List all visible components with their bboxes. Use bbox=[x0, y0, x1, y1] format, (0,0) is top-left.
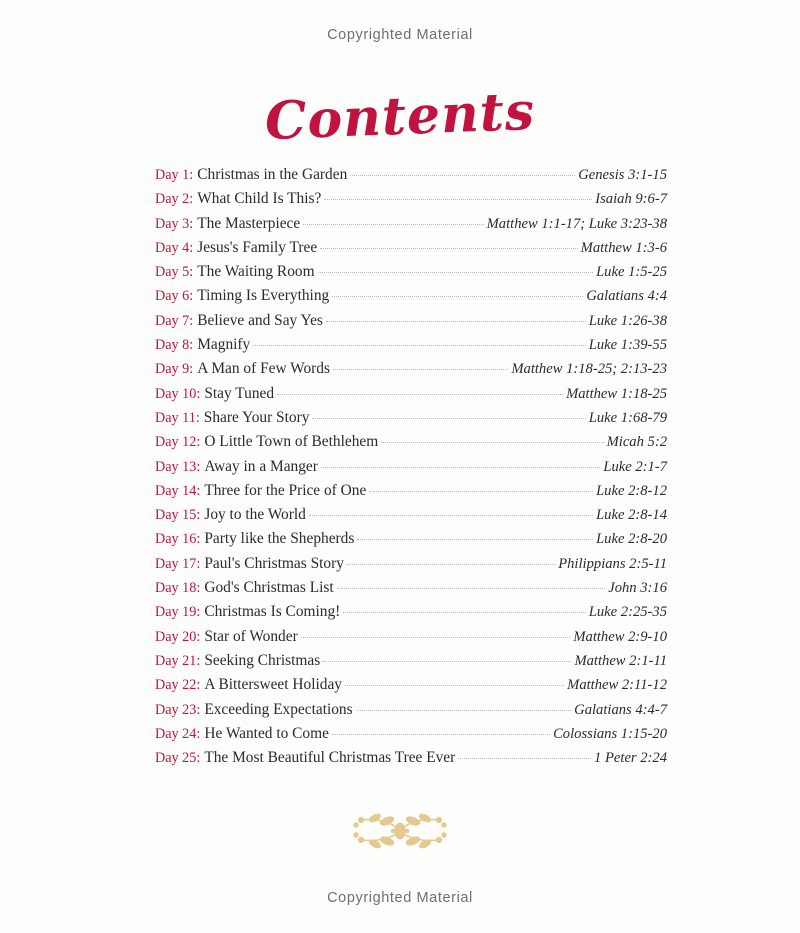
toc-entry-day: Day 11: bbox=[155, 409, 200, 426]
toc-entry-title: Three for the Price of One bbox=[204, 481, 367, 499]
toc-entry-title: Share Your Story bbox=[203, 408, 310, 426]
toc-entry-day: Day 18: bbox=[155, 580, 201, 597]
toc-entry-title: Joy to the World bbox=[204, 506, 306, 524]
toc-entry[interactable] bbox=[155, 652, 667, 676]
toc-entry-day: Day 3: bbox=[155, 215, 194, 232]
toc-entry-day: Day 10: bbox=[155, 385, 201, 402]
toc-entry-title: What Child Is This? bbox=[197, 190, 322, 208]
toc-entry[interactable] bbox=[155, 409, 667, 433]
toc-entry-day: Day 6: bbox=[155, 288, 194, 305]
toc-entry-day: Day 25: bbox=[155, 750, 201, 767]
toc-entry[interactable] bbox=[155, 215, 667, 239]
toc-entry-day: Day 13: bbox=[155, 458, 201, 475]
toc-entry-title: A Man of Few Words bbox=[197, 360, 330, 378]
toc-entry-reference: Genesis 3:1-15 bbox=[578, 167, 667, 183]
toc-leader-dots bbox=[357, 539, 593, 540]
toc-entry-day: Day 20: bbox=[155, 628, 201, 645]
toc-leader-dots bbox=[301, 637, 571, 638]
toc-entry-day: Day 9: bbox=[155, 361, 194, 378]
toc-entry-reference: Luke 1:39-55 bbox=[588, 337, 667, 354]
toc-leader-dots bbox=[332, 734, 550, 735]
toc-entry-reference: Luke 1:26-38 bbox=[588, 312, 667, 329]
toc-entry-reference: Matthew 2:9-10 bbox=[573, 628, 667, 645]
toc-entry-day: Day 5: bbox=[155, 264, 194, 281]
toc-entry-day: Day 7: bbox=[155, 312, 194, 329]
toc-leader-dots bbox=[332, 296, 583, 297]
toc-entry-title: The Masterpiece bbox=[197, 214, 301, 232]
toc-entry[interactable] bbox=[155, 749, 667, 773]
toc-entry[interactable] bbox=[155, 287, 667, 311]
toc-entry-day: Day 4: bbox=[155, 239, 194, 256]
toc-entry-title: Paul's Christmas Story bbox=[204, 554, 344, 572]
toc-leader-dots bbox=[381, 442, 603, 443]
toc-entry[interactable] bbox=[155, 603, 667, 627]
table-of-contents bbox=[155, 166, 667, 773]
toc-entry-title: Exceeding Expectations bbox=[204, 700, 353, 718]
toc-leader-dots bbox=[337, 588, 606, 589]
toc-leader-dots bbox=[343, 612, 585, 613]
toc-entry-title: Magnify bbox=[197, 336, 251, 354]
toc-entry-reference: Galatians 4:4-7 bbox=[574, 701, 667, 718]
toc-entry-reference: Matthew 1:3-6 bbox=[580, 239, 667, 256]
toc-entry-title: Jesus's Family Tree bbox=[197, 238, 318, 256]
page-title: Contents bbox=[263, 80, 537, 153]
toc-entry[interactable] bbox=[155, 530, 667, 554]
toc-entry[interactable] bbox=[155, 312, 667, 336]
toc-entry-title: A Bittersweet Holiday bbox=[204, 676, 342, 694]
toc-entry-title: The Most Beautiful Christmas Tree Ever bbox=[204, 749, 456, 767]
toc-leader-dots bbox=[323, 661, 571, 662]
toc-entry-reference: John 3:16 bbox=[608, 580, 667, 597]
toc-entry-day: Day 24: bbox=[155, 725, 201, 742]
toc-entry[interactable] bbox=[155, 579, 667, 603]
toc-entry[interactable] bbox=[155, 239, 667, 263]
toc-entry-title: He Wanted to Come bbox=[204, 724, 329, 742]
toc-entry-reference: Luke 2:1-7 bbox=[603, 458, 667, 475]
toc-entry-title: Away in a Manger bbox=[204, 457, 318, 475]
copyright-watermark-bottom: Copyrighted Material bbox=[327, 890, 473, 906]
toc-entry-day: Day 8: bbox=[155, 337, 194, 354]
toc-leader-dots bbox=[350, 175, 575, 176]
toc-leader-dots bbox=[320, 248, 577, 249]
toc-entry-reference: Micah 5:2 bbox=[606, 434, 667, 451]
toc-entry-reference: Matthew 1:18-25; 2:13-23 bbox=[511, 361, 667, 378]
toc-entry-title: Party like the Shepherds bbox=[204, 530, 355, 548]
toc-entry-day: Day 14: bbox=[155, 482, 201, 499]
toc-leader-dots bbox=[303, 224, 483, 225]
toc-entry[interactable] bbox=[155, 701, 667, 725]
toc-entry[interactable] bbox=[155, 190, 667, 214]
toc-entry[interactable] bbox=[155, 360, 667, 384]
toc-entry-day: Day 16: bbox=[155, 531, 201, 548]
toc-entry-day: Day 1: bbox=[155, 167, 194, 183]
toc-entry-day: Day 19: bbox=[155, 604, 201, 621]
toc-entry[interactable] bbox=[155, 725, 667, 749]
toc-entry-reference: Matthew 2:1-11 bbox=[574, 652, 667, 669]
toc-entry[interactable] bbox=[155, 166, 667, 190]
toc-entry-reference: Colossians 1:15-20 bbox=[553, 725, 667, 742]
toc-leader-dots bbox=[253, 345, 586, 346]
toc-entry-title: God's Christmas List bbox=[204, 579, 334, 597]
toc-leader-dots bbox=[369, 491, 593, 492]
toc-entry-day: Day 15: bbox=[155, 507, 201, 524]
toc-entry-reference: Matthew 1:18-25 bbox=[566, 385, 667, 402]
toc-entry-day: Day 23: bbox=[155, 701, 201, 718]
toc-leader-dots bbox=[312, 418, 585, 419]
toc-leader-dots bbox=[347, 564, 555, 565]
toc-leader-dots bbox=[356, 710, 572, 711]
toc-leader-dots bbox=[277, 394, 563, 395]
toc-entry[interactable] bbox=[155, 263, 667, 287]
toc-entry-reference: Philippians 2:5-11 bbox=[558, 555, 667, 572]
toc-entry-title: O Little Town of Bethlehem bbox=[204, 433, 379, 451]
toc-entry-reference: Luke 2:25-35 bbox=[588, 604, 667, 621]
toc-entry-day: Day 17: bbox=[155, 555, 201, 572]
toc-entry[interactable] bbox=[155, 433, 667, 457]
toc-entry-title: Believe and Say Yes bbox=[197, 311, 323, 329]
toc-entry-title: Stay Tuned bbox=[204, 384, 275, 402]
toc-entry-title: Star of Wonder bbox=[204, 627, 298, 645]
toc-leader-dots bbox=[321, 467, 600, 468]
toc-leader-dots bbox=[326, 321, 586, 322]
toc-entry-day: Day 2: bbox=[155, 191, 194, 208]
toc-entry-reference: Matthew 2:11-12 bbox=[567, 677, 667, 694]
toc-entry[interactable] bbox=[155, 676, 667, 700]
toc-leader-dots bbox=[333, 369, 508, 370]
toc-entry-day: Day 22: bbox=[155, 677, 201, 694]
toc-entry-title: Timing Is Everything bbox=[197, 287, 330, 305]
copyright-watermark-top: Copyrighted Material bbox=[327, 27, 473, 43]
toc-leader-dots bbox=[309, 515, 593, 516]
toc-entry-reference: Luke 1:5-25 bbox=[596, 264, 667, 281]
toc-leader-dots bbox=[318, 272, 594, 273]
toc-entry-reference: Luke 2:8-20 bbox=[596, 531, 667, 548]
toc-entry-reference: Luke 1:68-79 bbox=[588, 409, 667, 426]
toc-entry-title: Christmas in the Garden bbox=[197, 166, 348, 183]
toc-entry-reference: Galatians 4:4 bbox=[586, 288, 667, 305]
toc-leader-dots bbox=[458, 758, 591, 759]
toc-entry[interactable] bbox=[155, 336, 667, 360]
toc-entry-day: Day 21: bbox=[155, 652, 201, 669]
toc-entry-day: Day 12: bbox=[155, 434, 201, 451]
toc-entry[interactable] bbox=[155, 482, 667, 506]
toc-entry-reference: Luke 2:8-12 bbox=[596, 482, 667, 499]
toc-entry-title: Christmas Is Coming! bbox=[204, 603, 341, 621]
toc-entry-reference: Isaiah 9:6-7 bbox=[595, 191, 667, 208]
toc-entry-title: Seeking Christmas bbox=[204, 651, 321, 669]
toc-entry-reference: Matthew 1:1-17; Luke 3:23-38 bbox=[486, 215, 667, 232]
toc-entry-reference: 1 Peter 2:24 bbox=[594, 750, 667, 767]
toc-entry-title: The Waiting Room bbox=[197, 263, 315, 281]
toc-entry[interactable] bbox=[155, 628, 667, 652]
toc-entry[interactable] bbox=[155, 555, 667, 579]
toc-entry[interactable] bbox=[155, 458, 667, 482]
toc-leader-dots bbox=[324, 199, 592, 200]
toc-leader-dots bbox=[345, 685, 564, 686]
toc-entry-reference: Luke 2:8-14 bbox=[596, 507, 667, 524]
floral-leaf-ornament bbox=[0, 806, 800, 859]
toc-entry[interactable] bbox=[155, 506, 667, 530]
toc-entry[interactable] bbox=[155, 385, 667, 409]
